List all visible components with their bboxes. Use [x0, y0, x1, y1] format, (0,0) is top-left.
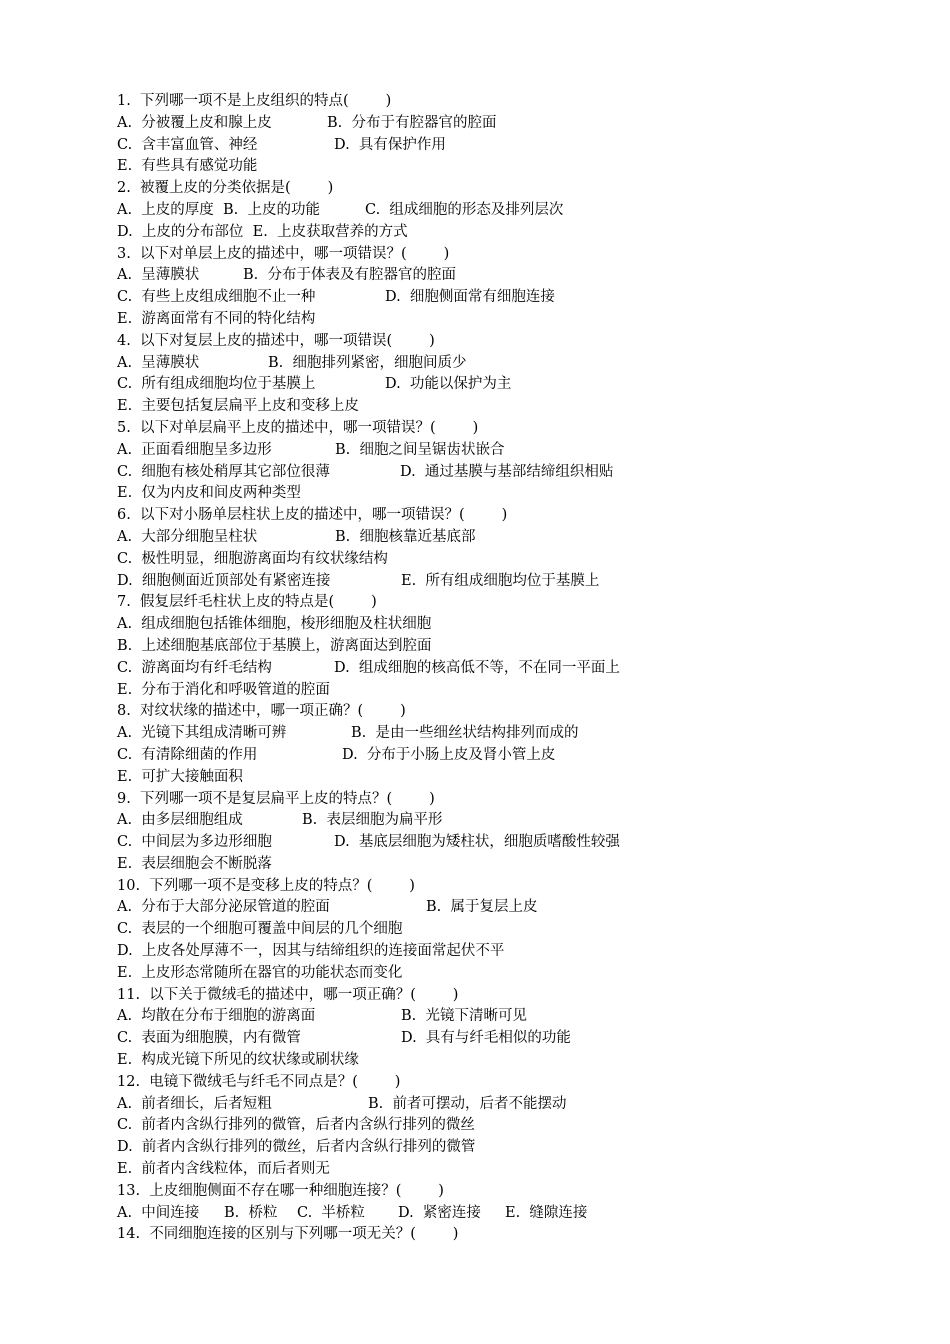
text-line: [117, 505, 897, 527]
line-segment: C. 半桥粒: [297, 1204, 365, 1221]
line-segment: D. 通过基膜与基部结缔组织相贴: [400, 463, 614, 480]
line-segment: 3. 以下对单层上皮的描述中，哪一项错误？( ): [117, 245, 450, 262]
line-segment: C. 极性明显，细胞游离面均有纹状缘结构: [117, 550, 388, 567]
text-line: [117, 113, 897, 135]
text-line: [117, 135, 897, 157]
text-line: [117, 178, 897, 200]
text-line: [117, 854, 897, 876]
line-segment: C. 有清除细菌的作用: [117, 746, 258, 763]
line-segment: E. 分布于消化和呼吸管道的腔面: [117, 681, 330, 698]
text-line: [117, 701, 897, 723]
text-line: [117, 1203, 897, 1225]
line-segment: A. 前者细长，后者短粗: [117, 1095, 272, 1112]
line-segment: D. 具有保护作用: [334, 136, 446, 153]
line-segment: B. 表层细胞为扁平形: [302, 812, 443, 829]
text-line: [117, 963, 897, 985]
line-segment: D. 具有与纤毛相似的功能: [401, 1030, 571, 1047]
line-segment: A. 上皮的厚度 B. 上皮的功能: [117, 201, 320, 218]
text-line: [117, 636, 897, 658]
text-line: [117, 658, 897, 680]
line-segment: A. 呈薄膜状: [117, 267, 200, 284]
text-line: [117, 309, 897, 331]
line-segment: C. 所有组成细胞均位于基膜上: [117, 376, 316, 393]
line-segment: B. 细胞之间呈锯齿状嵌合: [335, 441, 505, 458]
text-line: [117, 396, 897, 418]
text-line: [117, 440, 897, 462]
line-segment: 1. 下列哪一项不是上皮组织的特点( ): [117, 93, 392, 109]
text-line: [117, 374, 897, 396]
line-segment: E. 所有组成细胞均位于基膜上: [401, 572, 600, 589]
text-line: [117, 592, 897, 614]
text-line: [117, 941, 897, 963]
text-line: [117, 1159, 897, 1181]
line-segment: D. 基底层细胞为矮柱状，细胞质嗜酸性较强: [334, 834, 620, 851]
line-segment: B. 桥粒: [224, 1204, 278, 1221]
line-segment: E. 缝隙连接: [505, 1204, 588, 1221]
text-line: [117, 287, 897, 309]
text-line: [117, 745, 897, 767]
line-segment: 14. 不同细胞连接的区别与下列哪一项无关？( ): [117, 1226, 459, 1243]
line-segment: D. 上皮的分布部位 E. 上皮获取营养的方式: [117, 223, 408, 240]
line-segment: B. 是由一些细丝状结构排列而成的: [351, 725, 579, 742]
line-segment: C. 组成细胞的形态及排列层次: [365, 201, 564, 218]
line-segment: A. 中间连接: [117, 1204, 200, 1221]
line-segment: D. 前者内含纵行排列的微丝，后者内含纵行排列的微管: [117, 1139, 476, 1156]
text-line: [117, 222, 897, 244]
line-segment: 12. 电镜下微绒毛与纤毛不同点是？( ): [117, 1073, 401, 1090]
text-line: [117, 789, 897, 811]
text-line: [117, 527, 897, 549]
line-segment: A. 光镜下其组成清晰可辨: [117, 725, 287, 742]
line-segment: D. 组成细胞的核高低不等，不在同一平面上: [334, 659, 620, 676]
line-segment: A. 呈薄膜状: [117, 354, 200, 371]
line-segment: A. 分被覆上皮和腺上皮: [117, 114, 272, 131]
text-line: [117, 832, 897, 854]
line-segment: D. 功能以保护为主: [385, 376, 512, 393]
line-segment: A. 由多层细胞组成: [117, 812, 243, 829]
text-line: [117, 1072, 897, 1094]
line-segment: 5. 以下对单层扁平上皮的描述中，哪一项错误？( ): [117, 419, 479, 436]
line-segment: 10. 下列哪一项不是变移上皮的特点？( ): [117, 877, 415, 894]
text-line: [117, 571, 897, 593]
line-segment: D. 细胞侧面近顶部处有紧密连接: [117, 572, 331, 589]
line-segment: B. 前者可摆动，后者不能摆动: [368, 1095, 567, 1112]
text-line: [117, 462, 897, 484]
line-segment: C. 细胞有核处稍厚其它部位很薄: [117, 463, 330, 480]
line-segment: A. 均散在分布于细胞的游离面: [117, 1008, 316, 1025]
line-segment: A. 组成细胞包括锥体细胞，梭形细胞及柱状细胞: [117, 616, 432, 633]
line-segment: B. 属于复层上皮: [426, 899, 538, 916]
text-line: [117, 483, 897, 505]
line-segment: 4. 以下对复层上皮的描述中，哪一项错误( ): [117, 332, 435, 349]
text-line: [117, 265, 897, 287]
line-segment: E. 上皮形态常随所在器官的功能状态而变化: [117, 964, 403, 981]
text-line: [117, 919, 897, 941]
text-line: [117, 1006, 897, 1028]
line-segment: 6. 以下对小肠单层柱状上皮的描述中，哪一项错误？( ): [117, 507, 508, 524]
line-segment: E. 游离面常有不同的特化结构: [117, 310, 316, 327]
line-segment: D. 上皮各处厚薄不一，因其与结缔组织的连接面常起伏不平: [117, 943, 505, 960]
line-segment: C. 有些上皮组成细胞不止一种: [117, 289, 316, 306]
text-line: [117, 680, 897, 702]
line-segment: B. 光镜下清晰可见: [401, 1008, 527, 1025]
text-line: [117, 810, 897, 832]
line-segment: C. 前者内含纵行排列的微管，后者内含纵行排列的微丝: [117, 1117, 475, 1134]
line-segment: E. 前者内含线粒体，而后者则无: [117, 1161, 330, 1178]
line-segment: C. 表层的一个细胞可覆盖中间层的几个细胞: [117, 921, 403, 938]
line-segment: 13. 上皮细胞侧面不存在哪一种细胞连接？( ): [117, 1182, 444, 1199]
line-segment: E. 构成光镜下所见的纹状缘或刷状缘: [117, 1052, 359, 1069]
line-segment: B. 细胞核靠近基底部: [335, 528, 476, 545]
line-segment: 7. 假复层纤毛柱状上皮的特点是( ): [117, 594, 377, 611]
line-segment: C. 表面为细胞膜，内有微管: [117, 1030, 301, 1047]
text-line: [117, 897, 897, 919]
text-line: [117, 1028, 897, 1050]
line-segment: E. 有些具有感觉功能: [117, 158, 258, 175]
line-segment: 9. 下列哪一项不是复层扁平上皮的特点？( ): [117, 790, 435, 807]
text-line: [117, 244, 897, 266]
text-line: [117, 614, 897, 636]
text-line: [117, 331, 897, 353]
line-segment: A. 分布于大部分泌尿管道的腔面: [117, 899, 330, 916]
text-line: [117, 91, 897, 113]
line-segment: C. 中间层为多边形细胞: [117, 834, 272, 851]
text-line: [117, 1115, 897, 1137]
line-segment: D. 细胞侧面常有细胞连接: [385, 289, 555, 306]
line-segment: E. 主要包括复层扁平上皮和变移上皮: [117, 398, 359, 415]
text-line: [117, 353, 897, 375]
text-line: [117, 200, 897, 222]
line-segment: A. 大部分细胞呈柱状: [117, 528, 258, 545]
text-line: [117, 549, 897, 571]
line-segment: B. 细胞排列紧密，细胞间质少: [268, 354, 467, 371]
line-segment: C. 含丰富血管、神经: [117, 136, 258, 153]
line-segment: 8. 对纹状缘的描述中，哪一项正确？( ): [117, 703, 406, 720]
line-segment: D. 分布于小肠上皮及肾小管上皮: [342, 746, 556, 763]
line-segment: B. 上述细胞基底部位于基膜上，游离面达到腔面: [117, 637, 432, 654]
text-line: [117, 767, 897, 789]
text-line: [117, 876, 897, 898]
line-segment: B. 分布于有腔器官的腔面: [327, 114, 497, 131]
text-line: [117, 985, 897, 1007]
line-segment: E. 表层细胞会不断脱落: [117, 855, 272, 872]
text-line: [117, 1224, 897, 1246]
text-line: [117, 418, 897, 440]
text-line: [117, 1181, 897, 1203]
line-segment: 2. 被覆上皮的分类依据是( ): [117, 180, 334, 197]
line-segment: A. 正面看细胞呈多边形: [117, 441, 272, 458]
line-segment: E. 仅为内皮和间皮两种类型: [117, 485, 301, 502]
line-segment: B. 分布于体表及有腔器官的腔面: [243, 267, 456, 284]
line-segment: 11. 以下关于微绒毛的描述中，哪一项正确？( ): [117, 986, 459, 1003]
line-segment: E. 可扩大接触面积: [117, 768, 243, 785]
text-line: [117, 723, 897, 745]
text-line: [117, 1137, 897, 1159]
line-segment: C. 游离面均有纤毛结构: [117, 659, 272, 676]
line-segment: D. 紧密连接: [398, 1204, 481, 1221]
text-line: [117, 1094, 897, 1116]
document-body: [117, 91, 897, 1246]
text-line: [117, 1050, 897, 1072]
text-line: [117, 156, 897, 178]
